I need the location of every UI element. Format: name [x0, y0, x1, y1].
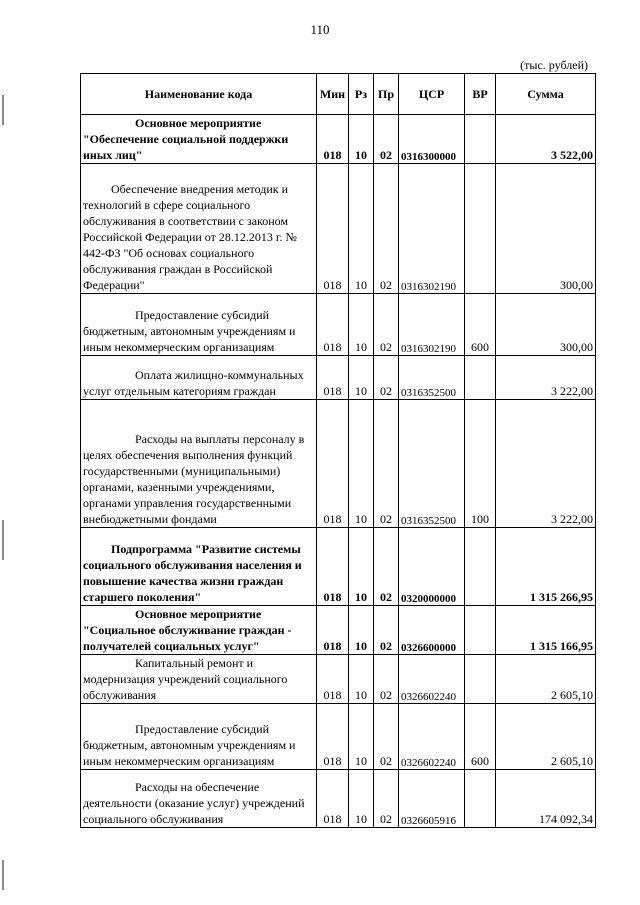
row-pr: 02 — [374, 655, 399, 704]
row-rz: 10 — [349, 400, 374, 528]
row-min: 018 — [317, 606, 349, 655]
page-number: 110 — [310, 22, 330, 37]
units-label: (тыс. рублей) — [520, 58, 588, 72]
row-sum: 1 315 266,95 — [496, 528, 596, 606]
row-csr: 0316300000 — [399, 115, 465, 164]
table-row — [81, 356, 596, 400]
row-rz: 10 — [349, 294, 374, 356]
header-name: Наименование кода — [81, 74, 317, 115]
table-row — [81, 294, 596, 356]
row-name: Подпрограмма "Развитие системы социального обслуживания населения и повышение качества жизни граждан старшего поколения" — [81, 528, 317, 606]
row-rz: 10 — [349, 770, 374, 828]
row-sum: 174 092,34 — [496, 770, 596, 828]
scan-edge-mark — [2, 520, 4, 560]
row-vr: 600 — [465, 704, 496, 770]
row-pr: 02 — [374, 606, 399, 655]
table-row — [81, 655, 596, 704]
row-min: 018 — [317, 704, 349, 770]
row-min: 018 — [317, 770, 349, 828]
row-pr: 02 — [374, 115, 399, 164]
row-pr: 02 — [374, 294, 399, 356]
budget-table — [80, 73, 596, 828]
scan-edge-mark — [2, 860, 4, 890]
scan-edge-mark — [2, 95, 4, 125]
row-csr: 0326605916 — [399, 770, 465, 828]
row-rz: 10 — [349, 704, 374, 770]
row-sum: 3 222,00 — [496, 400, 596, 528]
row-min: 018 — [317, 294, 349, 356]
header-sum: Сумма — [496, 74, 596, 115]
row-vr — [465, 356, 496, 400]
table-header-row — [81, 74, 596, 115]
row-csr: 0316352500 — [399, 356, 465, 400]
row-name: Капитальный ремонт и модернизация учреждений социального обслуживания — [81, 655, 317, 704]
row-name: Расходы на обеспечение деятельности (оказание услуг) учреждений социального обслуживания — [81, 770, 317, 828]
row-name: Расходы на выплаты персоналу в целях обеспечения выполнения функций государственными (муниципальными) органами, казенными учреждениями, органами управления государственными внебюджетными фондами — [81, 400, 317, 528]
row-vr — [465, 115, 496, 164]
row-pr: 02 — [374, 400, 399, 528]
row-pr: 02 — [374, 528, 399, 606]
header-min: Мин — [317, 74, 349, 115]
row-vr: 100 — [465, 400, 496, 528]
row-vr — [465, 770, 496, 828]
table-row — [81, 115, 596, 164]
row-sum: 2 605,10 — [496, 655, 596, 704]
row-csr: 0316352500 — [399, 400, 465, 528]
row-min: 018 — [317, 356, 349, 400]
header-pr: Пр — [374, 74, 399, 115]
header-rz: Рз — [349, 74, 374, 115]
row-min: 018 — [317, 528, 349, 606]
row-sum: 300,00 — [496, 164, 596, 294]
row-csr: 0326600000 — [399, 606, 465, 655]
table-row — [81, 770, 596, 828]
row-rz: 10 — [349, 655, 374, 704]
row-csr: 0326602240 — [399, 655, 465, 704]
row-vr — [465, 164, 496, 294]
row-name: Предоставление субсидий бюджетным, автономным учреждениям и иным некоммерческим организациям — [81, 704, 317, 770]
row-rz: 10 — [349, 356, 374, 400]
row-rz: 10 — [349, 115, 374, 164]
row-vr — [465, 528, 496, 606]
row-name: Обеспечение внедрения методик и технологий в сфере социального обслуживания в соответствии с законом Российской Федерации от 28.12.2013 г. № 442-ФЗ "Об основах социального обслуживания граждан в Российской Федерации" — [81, 164, 317, 294]
row-name: Основное мероприятие "Обеспечение социальной поддержки иных лиц" — [81, 115, 317, 164]
row-name: Предоставление субсидий бюджетным, автономным учреждениям и иным некоммерческим организациям — [81, 294, 317, 356]
row-vr — [465, 606, 496, 655]
row-sum: 2 605,10 — [496, 704, 596, 770]
row-vr: 600 — [465, 294, 496, 356]
row-sum: 1 315 166,95 — [496, 606, 596, 655]
row-rz: 10 — [349, 606, 374, 655]
row-sum: 3 222,00 — [496, 356, 596, 400]
row-csr: 0316302190 — [399, 294, 465, 356]
table-row — [81, 704, 596, 770]
table-row — [81, 606, 596, 655]
row-vr — [465, 655, 496, 704]
row-min: 018 — [317, 115, 349, 164]
row-min: 018 — [317, 655, 349, 704]
row-sum: 3 522,00 — [496, 115, 596, 164]
row-csr: 0316302190 — [399, 164, 465, 294]
row-min: 018 — [317, 400, 349, 528]
header-csr: ЦСР — [399, 74, 465, 115]
row-rz: 10 — [349, 164, 374, 294]
row-csr: 0326602240 — [399, 704, 465, 770]
row-pr: 02 — [374, 356, 399, 400]
row-csr: 0320000000 — [399, 528, 465, 606]
row-pr: 02 — [374, 770, 399, 828]
row-min: 018 — [317, 164, 349, 294]
table-row — [81, 400, 596, 528]
row-pr: 02 — [374, 164, 399, 294]
header-vr: ВР — [465, 74, 496, 115]
table-row — [81, 528, 596, 606]
row-sum: 300,00 — [496, 294, 596, 356]
row-pr: 02 — [374, 704, 399, 770]
row-name: Основное мероприятие "Социальное обслуживание граждан - получателей социальных услуг" — [81, 606, 317, 655]
table-row — [81, 164, 596, 294]
row-rz: 10 — [349, 528, 374, 606]
row-name: Оплата жилищно-коммунальных услуг отдельным категориям граждан — [81, 356, 317, 400]
